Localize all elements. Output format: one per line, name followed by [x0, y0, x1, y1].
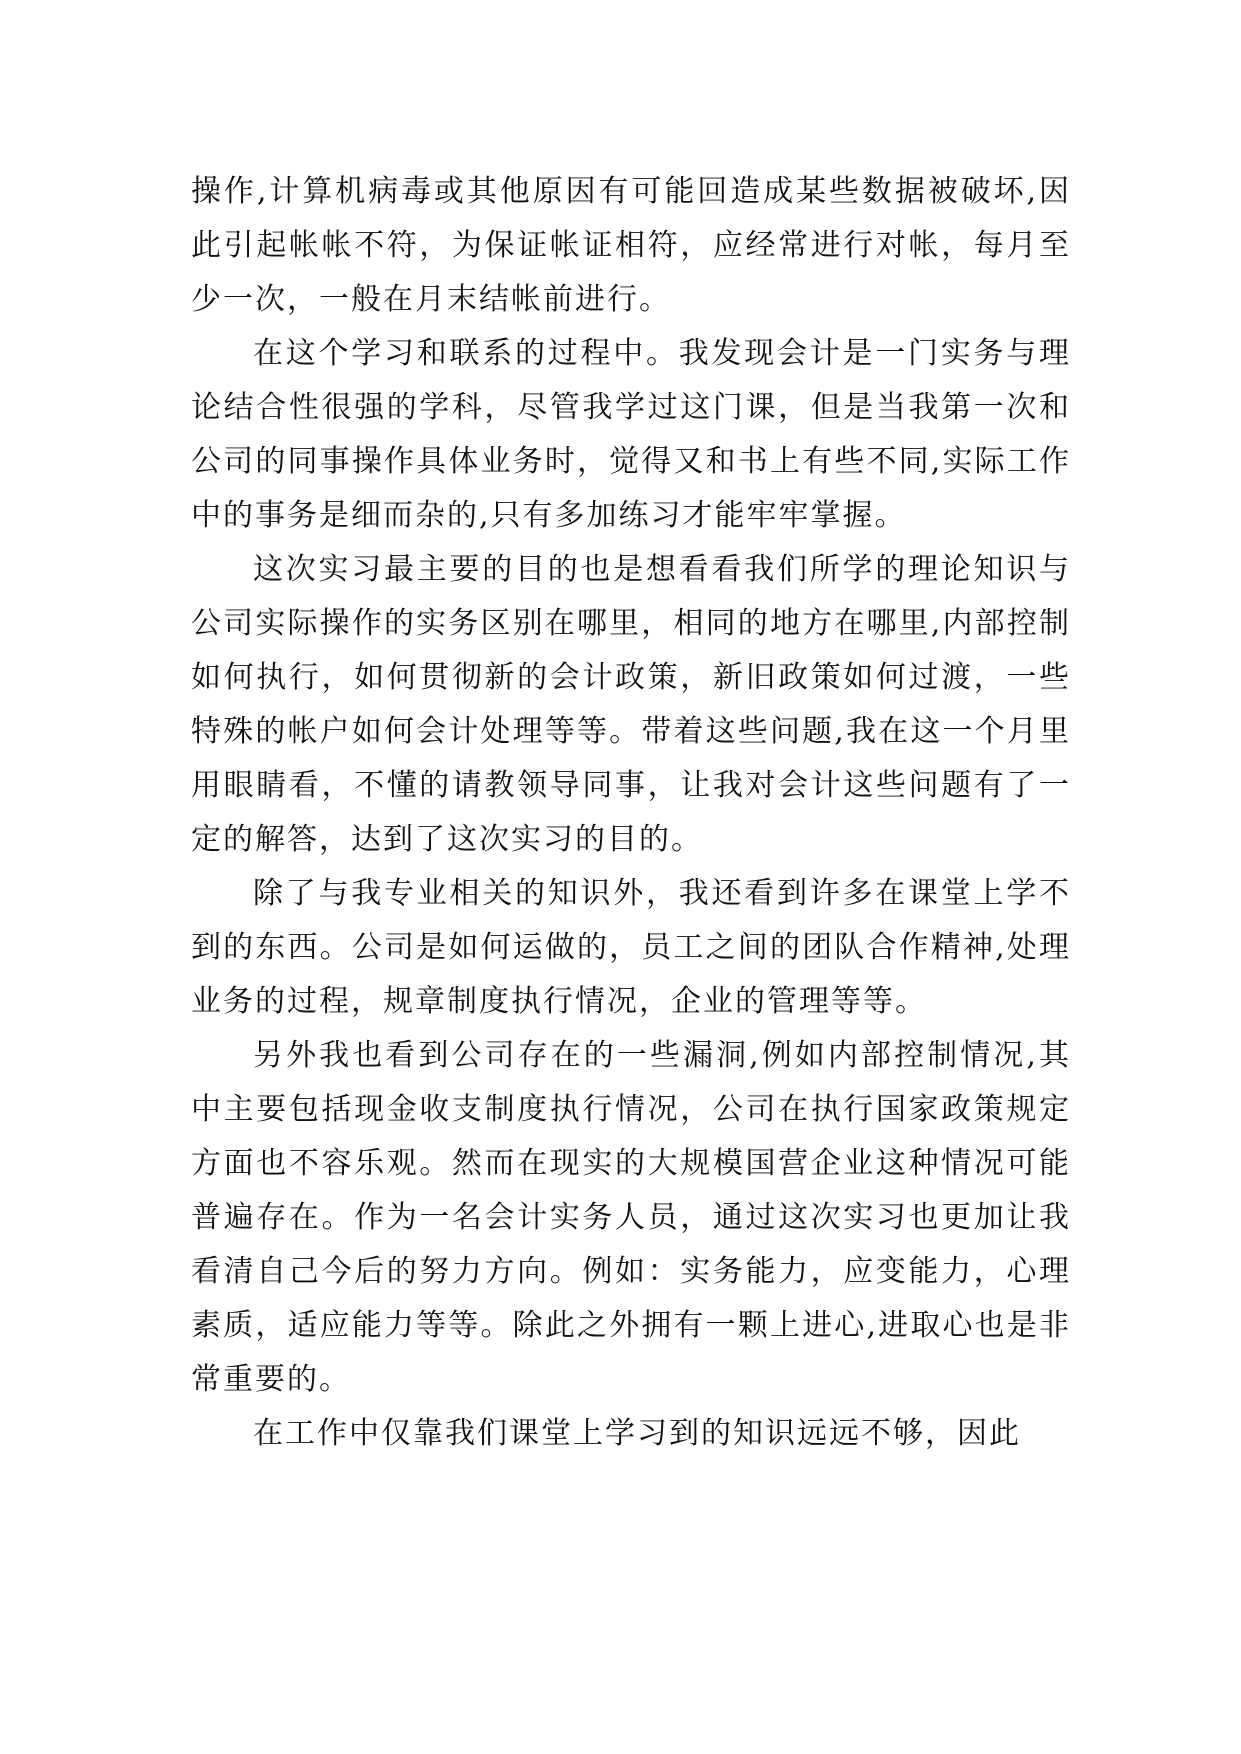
paragraph-work-knowledge: 在工作中仅靠我们课堂上学习到的知识远远不够，因此 [253, 1416, 1021, 1451]
paragraph-learning-process: 在这个学习和联系的过程中。我发现会计是一门实务与理论结合性很强的学科，尽管我学过这门课，但是当我第一次和公司的同事操作具体业务时，觉得又和书上有些不同,实际工作中的事务是细而杂的,只有多加练习才能牢牢掌握。 [191, 336, 1071, 533]
paragraph-reconciliation: 操作,计算机病毒或其他原因有可能回造成某些数据被破坏,因此引起帐帐不符，为保证帐证相符，应经常进行对帐，每月至少一次，一般在月末结帐前进行。 [191, 174, 1071, 317]
paragraph-company-loopholes: 另外我也看到公司存在的一些漏洞,例如内部控制情况,其中主要包括现金收支制度执行情况，公司在执行国家政策规定方面也不容乐观。然而在现实的大规模国营企业这种情况可能普遍存在。作为一名会计实务人员，通过这次实习也更加让我看清自己今后的努力方向。例如：实务能力，应变能力，心理素质，适应能力等等。除此之外拥有一颗上进心,进取心也是非常重要的。 [191, 1038, 1071, 1397]
body-text [191, 165, 1071, 1461]
paragraph-internship-purpose: 这次实习最主要的目的也是想看看我们所学的理论知识与公司实际操作的实务区别在哪里，相同的地方在哪里,内部控制如何执行，如何贯彻新的会计政策，新旧政策如何过渡，一些特殊的帐户如何会计处理等等。带着这些问题,我在这一个月里用眼睛看，不懂的请教领导同事，让我对会计这些问题有了一定的解答，达到了这次实习的目的。 [191, 552, 1071, 857]
paragraph-other-knowledge: 除了与我专业相关的知识外，我还看到许多在课堂上学不到的东西。公司是如何运做的，员工之间的团队合作精神,处理业务的过程，规章制度执行情况，企业的管理等等。 [191, 876, 1071, 1019]
